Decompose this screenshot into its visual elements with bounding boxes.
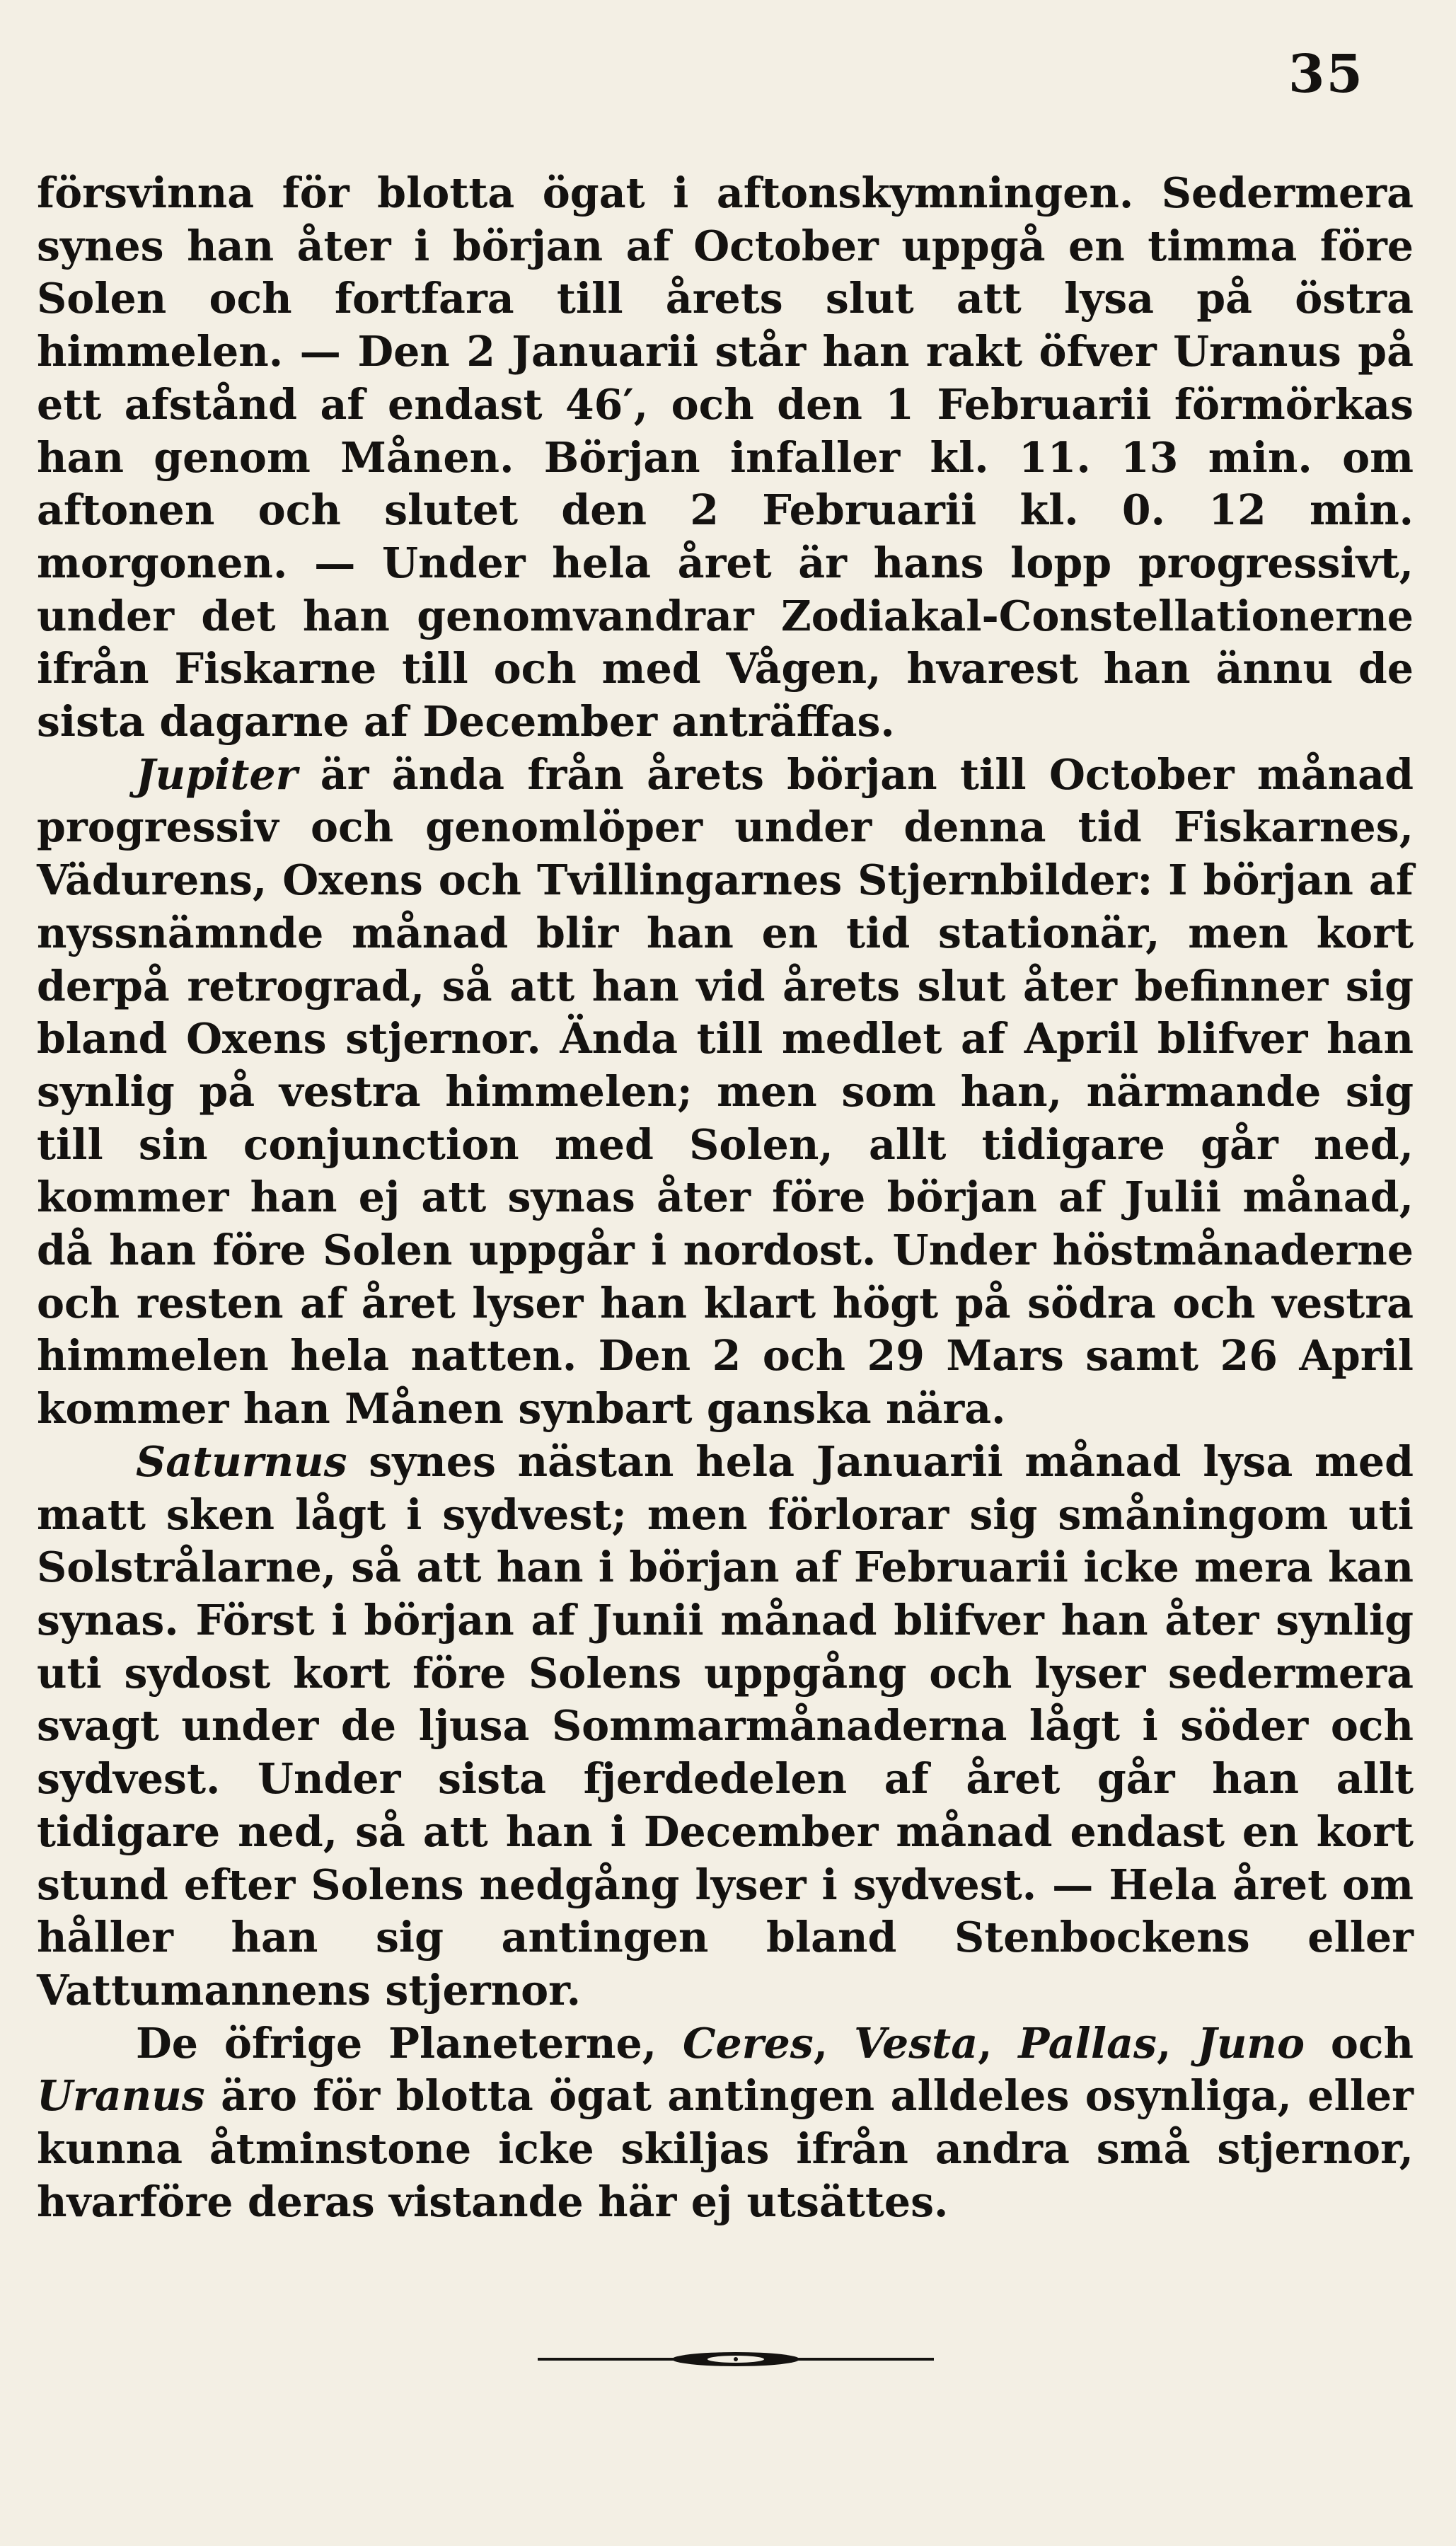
paragraph-jupiter-text: är ända från årets början till October månad progressiv och genomlöper under denna tid Fiskarnes, Vädurens, Oxens och Tvillingarnes Stjernbilder: I början af nyssnämnde månad blir han en tid stationär, men kort derpå retrograd, så att han vid årets slut åter befinner sig bland Oxens stjernor. Ända till medlet af April blifver han synlig på vestra himmelen; men som han, närmande sig till sin conjunction med Solen, allt tidigare går ned, kommer han ej att synas åter före början af Julii månad, då han före Solen uppgår i nordost. Under höstmånaderne och resten af året lyser han klart högt på södra och vestra himmelen hela natten. Den 2 och 29 Mars samt 26 April kommer han Månen synbart ganska nära. — [37, 749, 1414, 1434]
planet-name-vesta: Vesta — [854, 2018, 978, 2068]
planet-name-jupiter: Jupiter — [136, 749, 298, 799]
page-number: 35 — [1288, 44, 1364, 105]
paragraph-other-text: äro för blotta ögat antingen alldeles osynliga, eller kunna åtminstone icke skiljas ifrån andra små stjernor, hvarföre deras vistande här ej utsättes. — [37, 2071, 1414, 2226]
conjunction-och: och — [1304, 2018, 1414, 2068]
separator: , — [813, 2018, 854, 2068]
planet-name-uranus: Uranus — [37, 2071, 205, 2121]
paragraph-other-lead: De öfrige Planeterne, — [136, 2018, 683, 2068]
paragraph-continuation: försvinna för blotta ögat i aftonskymningen. Sedermera synes han åter i början af October uppgå en timma före Solen och fortfara till årets slut att lysa på östra himmelen. — Den 2 Januarii står han rakt öfver Uranus på ett afstånd af endast 46′, och den 1 Februarii förmörkas han genom Månen. Början infaller kl. 11. 13 min. om aftonen och slutet den 2 Februarii kl. 0. 12 min. morgonen. — Under hela året är hans lopp progressivt, under det han genomvandrar Zodiakal-Constellationerne ifrån Fiskarne till och med Vågen, hvarest han ännu de sista dagarne af December anträffas. — [37, 168, 1414, 747]
ornamental-rule — [538, 2351, 934, 2368]
paragraph-saturnus-text: synes nästan hela Januarii månad lysa med matt sken lågt i sydvest; men förlorar sig småningom uti Solstrålarne, så att han i början af Februarii icke mera kan synas. Först i början af Junii månad blifver han åter synlig uti sydost kort före Solens uppgång och lyser sedermera svagt under de ljusa Sommarmånaderna lågt i söder och sydvest. Under sista fjerdedelen af året går han allt tidigare ned, så att han i December månad endast en kort stund efter Solens nedgång lyser i sydvest. — Hela året om håller han sig antingen bland Stenbockens eller Vattumannens stjernor. — [37, 1436, 1414, 2015]
planet-name-pallas: Pallas — [1018, 2018, 1157, 2068]
planet-name-juno: Juno — [1197, 2018, 1305, 2068]
page-body — [37, 167, 1414, 2228]
planet-name-ceres: Ceres — [682, 2018, 814, 2068]
planet-name-saturnus: Saturnus — [136, 1436, 347, 1486]
separator: , — [978, 2018, 1019, 2068]
paragraph-saturnus — [37, 1436, 1414, 2017]
paragraph-other-planets — [37, 2017, 1414, 2229]
paragraph-jupiter — [37, 749, 1414, 1436]
separator: , — [1156, 2018, 1198, 2068]
